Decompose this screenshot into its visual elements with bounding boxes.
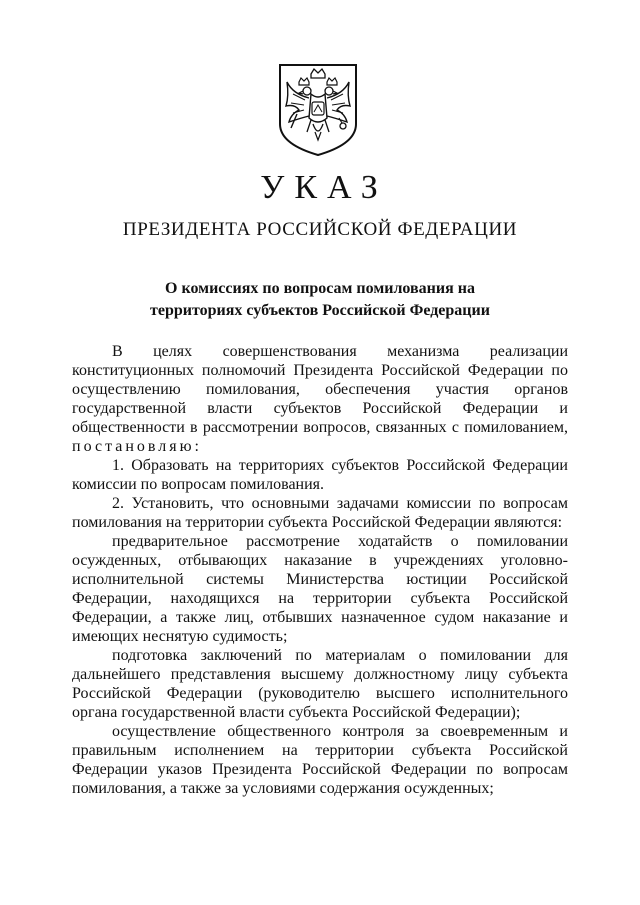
coat-of-arms-icon xyxy=(277,62,359,158)
task-1-paragraph: предварительное рассмотрение ходатайств о помиловании осужденных, отбывающих наказание в учреждениях уголовно-исполнительной системы Министерства юстиции Российской Федерации, находящихся на территории субъекта Российской Федерации, а также лиц, отбывших назначенное судом наказание и имеющих неснятую судимость; xyxy=(72,533,568,645)
subject-line-1: О комиссиях по вопросам помилования на xyxy=(165,280,475,297)
decree-body xyxy=(72,342,568,798)
issuing-authority: ПРЕЗИДЕНТА РОССИЙСКОЙ ФЕДЕРАЦИИ xyxy=(122,219,518,240)
task-3-paragraph: осуществление общественного контроля за своевременным и правильным исполнением на территории субъекта Российской Федерации указов Президента Российской Федерации по вопросам помилования, а также за условиями содержания осужденных; xyxy=(72,723,568,797)
task-2-paragraph: подготовка заключений по материалам о помиловании для дальнейшего представления высшему должностному лицу субъекта Российской Федерации (руководителю высшего исполнительного органа государственной власти субъекта Российской Федерации); xyxy=(72,647,568,721)
decree-verb: постановляю: xyxy=(72,438,202,455)
preamble-text: В целях совершенствования механизма реализации конституционных полномочий Президента Российской Федерации по осуществлению помилования, обеспечения участия органов государственной власти субъектов Российской Федерации и общественности в рассмотрении вопросов, связанных с помилованием, xyxy=(72,343,568,436)
preamble-paragraph xyxy=(72,342,568,456)
decree-subject xyxy=(0,278,640,322)
decree-title: УКАЗ xyxy=(260,169,388,206)
subject-line-2: территориях субъектов Российской Федерации xyxy=(150,302,490,319)
item-2-paragraph: 2. Установить, что основными задачами комиссии по вопросам помилования на территории субъекта Российской Федерации являются: xyxy=(72,495,568,531)
item-1-paragraph: 1. Образовать на территориях субъектов Российской Федерации комиссии по вопросам помилования. xyxy=(72,457,568,493)
